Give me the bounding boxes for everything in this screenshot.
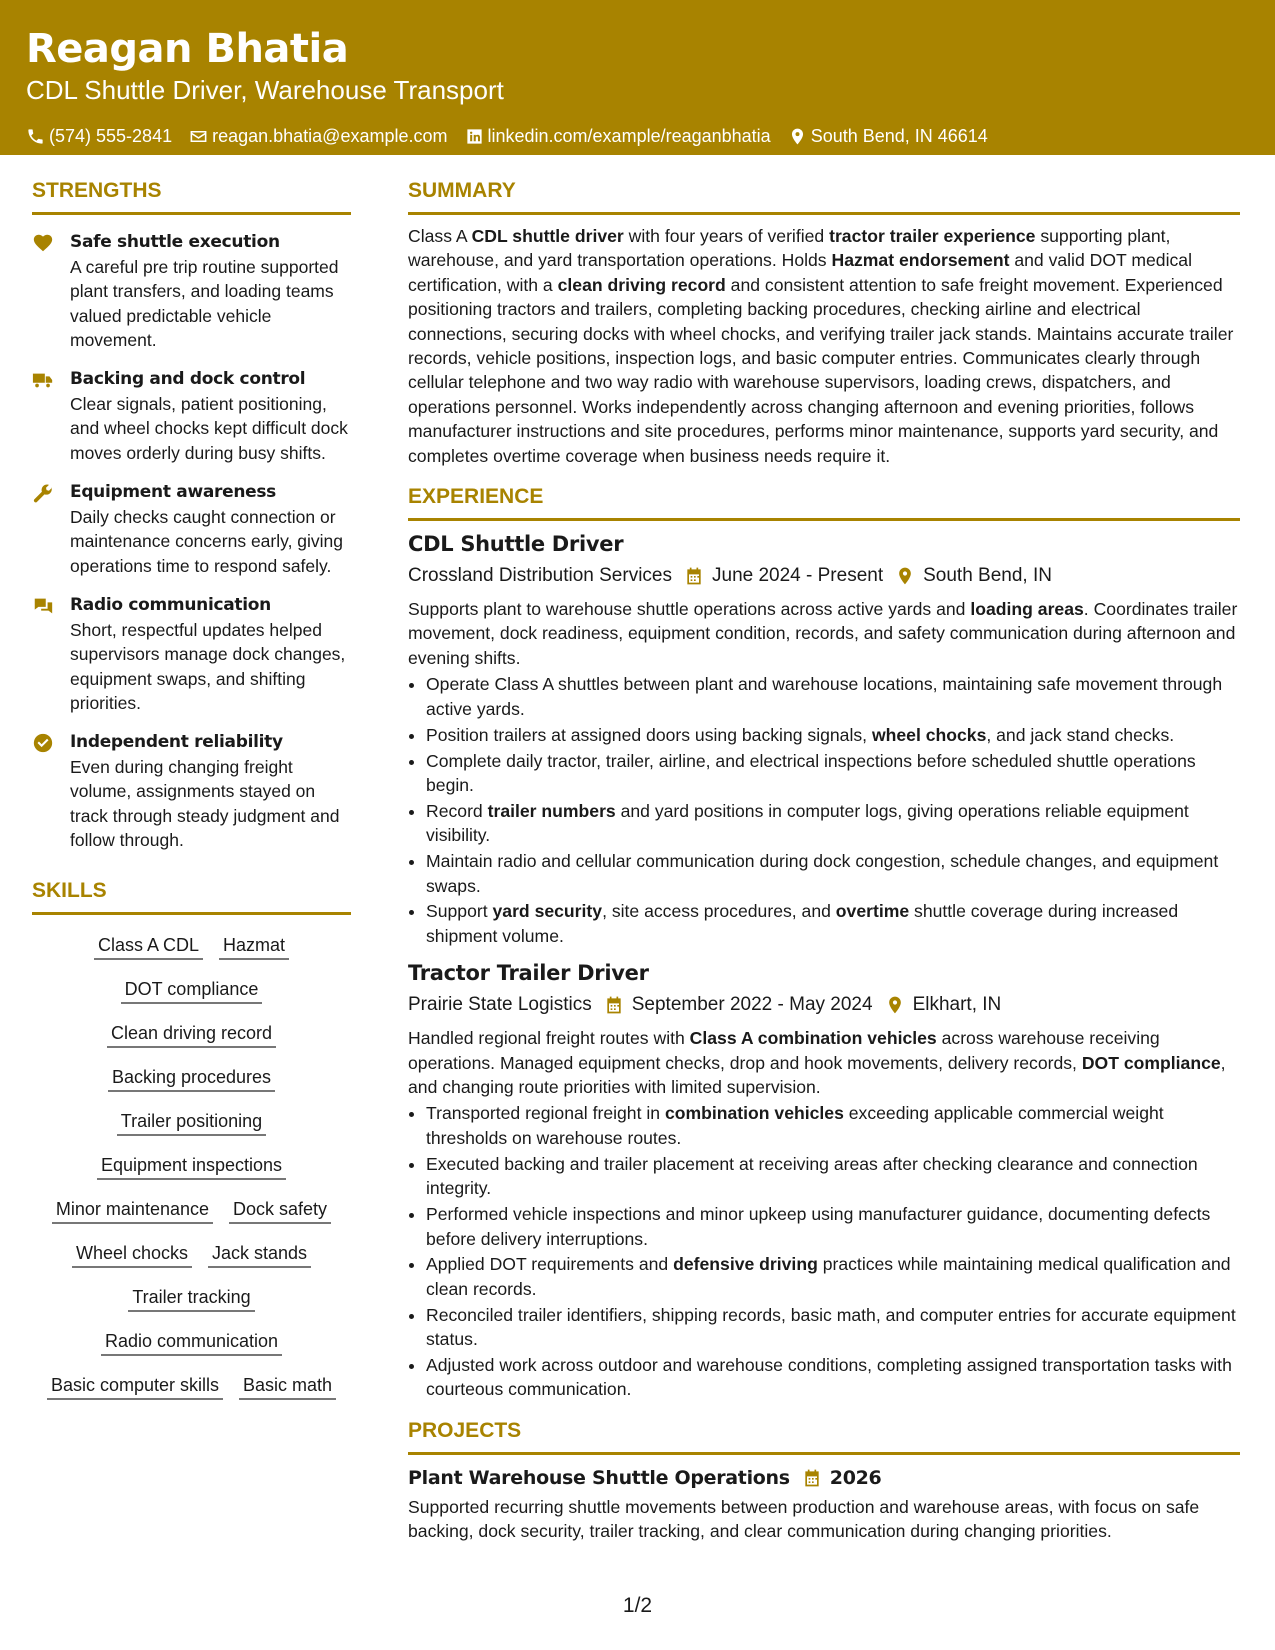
skill-row <box>32 1373 351 1400</box>
emphasis-text: tractor trailer experience <box>829 226 1036 246</box>
job-description: Supports plant to warehouse shuttle operations across active yards and loading areas. Coordinates trailer movement, dock readiness, equipment condition, records, and safety communication during afternoon and evening shifts. <box>408 599 1238 668</box>
strength-desc: Daily checks caught connection or maintenance concerns early, giving operations time to respond safely. <box>70 507 344 576</box>
bullet-item: • Transported regional freight in combination vehicles exceeding applicable commercial weight thresholds on warehouse routes. <box>426 1101 1240 1150</box>
job-bullets <box>408 672 1240 948</box>
summary-text: Class A CDL shuttle driver with four years of verified tractor trailer experience supporting plant, warehouse, and yard transportation operations. Holds Hazmat endorsement and valid DOT medical certification, with a clean driving record and consistent attention to safe freight movement. Experienced positioning tractors and trailers, completing backing procedures, checking airline and electrical connections, securing docks with wheel chocks, and verifying trailer jack stands. Maintains accurate trailer records, vehicle positions, inspection logs, and basic computer entries. Communicates clearly through cellular telephone and two way radio with warehouse supervisors, loading crews, dispatchers, and operations personnel. Works independently across changing afternoon and evening priorities, follows manufacturer instructions and site procedures, performs minor maintenance, supports yard security, and completes overtime coverage when business needs require it. <box>408 226 1234 466</box>
wrench-icon <box>32 482 54 504</box>
emphasis-text: wheel chocks <box>871 724 987 745</box>
contact-email[interactable] <box>189 126 447 147</box>
check-circle-icon <box>32 732 54 754</box>
emphasis-text: DOT compliance <box>1081 1052 1221 1073</box>
project-title: Plant Warehouse Shuttle Operations <box>408 1466 790 1489</box>
emphasis-text: yard security <box>492 901 603 922</box>
contact-bar <box>26 126 1275 147</box>
skills-list <box>32 933 351 1400</box>
job-title: CDL Shuttle Driver <box>408 532 624 557</box>
job-company: Crossland Distribution Services <box>408 565 672 587</box>
strength-desc: A careful pre trip routine supported plant transfers, and loading teams valued predictable vehicle movement. <box>70 257 339 350</box>
strength-desc: Short, respectful updates helped supervisors manage dock changes, equipment swaps, and shifting priorities. <box>70 619 346 713</box>
strength-desc: Even during changing freight volume, assignments stayed on track through steady judgment and follow through. <box>70 757 340 851</box>
job-description: Handled regional freight routes with Class A combination vehicles across warehouse receiving operations. Managed equipment checks, drop and hook movements, delivery records, DOT compliance, and changing route priorities with limited supervision. <box>408 1028 1226 1098</box>
job-location: Elkhart, IN <box>912 994 1002 1016</box>
project-description: Supported recurring shuttle movements between production and warehouse areas, with focus on safe backing, dock security, trailer tracking, and clear communication during changing priorities. <box>408 1496 1200 1542</box>
page-number: 1/2 <box>622 1594 653 1617</box>
emphasis-text: Hazmat endorsement <box>831 250 1010 271</box>
strengths-heading: STRENGTHS <box>32 176 351 215</box>
emphasis-text: defensive driving <box>673 1254 818 1275</box>
bullet-item: • Reconciled trailer identifiers, shipping records, basic math, and computer entries for accurate equipment status. <box>426 1303 1240 1352</box>
contact-linkedin[interactable] <box>465 126 771 147</box>
skill-tag: Trailer positioning <box>117 1109 266 1136</box>
skill-tag: Radio communication <box>101 1329 282 1356</box>
location-pin-icon <box>788 127 807 146</box>
skill-row <box>32 1153 351 1180</box>
envelope-icon <box>189 127 208 146</box>
job-bullets <box>408 1101 1240 1401</box>
skill-tag: Hazmat <box>219 933 289 960</box>
skill-row <box>32 977 351 1004</box>
skill-tag: Basic math <box>239 1373 336 1400</box>
strength-item <box>32 229 351 352</box>
skill-tag: Equipment inspections <box>97 1153 286 1180</box>
contact-email-text: reagan.bhatia@example.com <box>212 126 448 146</box>
location-pin-icon <box>885 995 905 1015</box>
skill-tag: Minor maintenance <box>52 1197 213 1224</box>
experience-heading: EXPERIENCE <box>408 482 1240 521</box>
emphasis-text: Class A combination vehicles <box>689 1028 937 1049</box>
bullet-item: • Applied DOT requirements and defensive driving practices while maintaining medical qualification and clean records. <box>426 1252 1240 1301</box>
job-title: Tractor Trailer Driver <box>408 961 649 986</box>
candidate-name: Reagan Bhatia <box>26 26 349 72</box>
candidate-title: CDL Shuttle Driver, Warehouse Transport <box>26 75 504 105</box>
emphasis-text: trailer numbers <box>487 800 616 821</box>
phone-icon <box>26 127 45 146</box>
job-entry <box>408 529 1240 948</box>
truck-icon <box>32 369 54 391</box>
bullet-item: • Position trailers at assigned doors using backing signals, wheel chocks, and jack stand checks. <box>426 723 1240 747</box>
job-location: South Bend, IN <box>923 565 1052 587</box>
project-year: 2026 <box>829 1466 882 1489</box>
skill-row <box>32 1021 351 1048</box>
bullet-item: • Adjusted work across outdoor and warehouse conditions, completing assigned transportation tasks with courteous communication. <box>426 1353 1240 1402</box>
job-dates: June 2024 - Present <box>712 565 884 587</box>
calendar-icon <box>802 1468 822 1488</box>
strength-title: Independent reliability <box>70 732 283 753</box>
bullet-item: • Maintain radio and cellular communication during dock congestion, schedule changes, and equipment swaps. <box>426 849 1240 898</box>
emphasis-text: CDL shuttle driver <box>471 226 624 246</box>
skill-tag: DOT compliance <box>121 977 263 1004</box>
project-title-row <box>408 1463 1240 1493</box>
location-pin-icon <box>895 566 915 586</box>
strength-desc: Clear signals, patient positioning, and wheel chocks kept difficult dock moves orderly during busy shifts. <box>70 394 348 463</box>
calendar-icon <box>604 995 624 1015</box>
skill-row <box>32 1065 351 1092</box>
strength-title: Radio communication <box>70 594 271 615</box>
skill-tag: Jack stands <box>208 1241 311 1268</box>
heart-icon <box>32 232 54 254</box>
strength-item <box>32 592 351 715</box>
bullet-item: • Record trailer numbers and yard positions in computer logs, giving operations reliable equipment visibility. <box>426 799 1240 848</box>
summary-heading: SUMMARY <box>408 176 1240 215</box>
skill-row <box>32 1285 351 1312</box>
left-column <box>32 176 351 1417</box>
emphasis-text: clean driving record <box>557 274 726 295</box>
skill-row <box>32 1329 351 1356</box>
job-company: Prairie State Logistics <box>408 994 592 1016</box>
contact-linkedin-text: linkedin.com/example/reaganbhatia <box>487 126 771 146</box>
bullet-item: • Complete daily tractor, trailer, airline, and electrical inspections before scheduled shuttle operations begin. <box>426 749 1240 798</box>
skill-row <box>32 1241 351 1268</box>
bullet-item: • Operate Class A shuttles between plant and warehouse locations, maintaining safe movement through active yards. <box>426 672 1240 721</box>
job-entry <box>408 958 1240 1402</box>
skill-tag: Class A CDL <box>94 933 203 960</box>
job-dates: September 2022 - May 2024 <box>631 994 873 1016</box>
skills-heading: SKILLS <box>32 876 351 915</box>
chat-icon <box>32 595 54 617</box>
skill-tag: Backing procedures <box>108 1065 275 1092</box>
resume-header <box>0 0 1275 155</box>
strength-item <box>32 479 351 578</box>
contact-location-text: South Bend, IN 46614 <box>810 126 988 146</box>
bullet-item: • Executed backing and trailer placement at receiving areas after checking clearance and connection integrity. <box>426 1152 1240 1201</box>
strength-item <box>32 729 351 852</box>
skill-tag: Clean driving record <box>107 1021 276 1048</box>
strength-item <box>32 366 351 465</box>
contact-phone-text: (574) 555-2841 <box>49 126 173 146</box>
strength-title: Backing and dock control <box>70 369 306 390</box>
job-meta <box>408 990 1240 1020</box>
skill-tag: Wheel chocks <box>72 1241 192 1268</box>
projects-heading: PROJECTS <box>408 1416 1240 1455</box>
skill-row <box>32 1109 351 1136</box>
bullet-item: • Performed vehicle inspections and minor upkeep using manufacturer guidance, documenting defects before delivery interruptions. <box>426 1202 1240 1251</box>
emphasis-text: combination vehicles <box>664 1103 844 1124</box>
skill-tag: Trailer tracking <box>128 1285 254 1312</box>
emphasis-text: loading areas <box>970 599 1084 620</box>
skill-row <box>32 1197 351 1224</box>
right-column <box>408 176 1240 1544</box>
contact-phone[interactable] <box>26 126 172 147</box>
skill-tag: Basic computer skills <box>47 1373 223 1400</box>
skill-row <box>32 933 351 960</box>
skill-tag: Dock safety <box>229 1197 331 1224</box>
bullet-item: • Support yard security, site access procedures, and overtime shuttle coverage during increased shipment volume. <box>426 899 1240 948</box>
emphasis-text: overtime <box>835 901 910 922</box>
linkedin-icon <box>465 127 484 146</box>
calendar-icon <box>684 566 704 586</box>
strength-title: Equipment awareness <box>70 482 277 503</box>
strength-title: Safe shuttle execution <box>70 232 280 252</box>
contact-location <box>788 126 988 147</box>
job-meta <box>408 561 1240 591</box>
